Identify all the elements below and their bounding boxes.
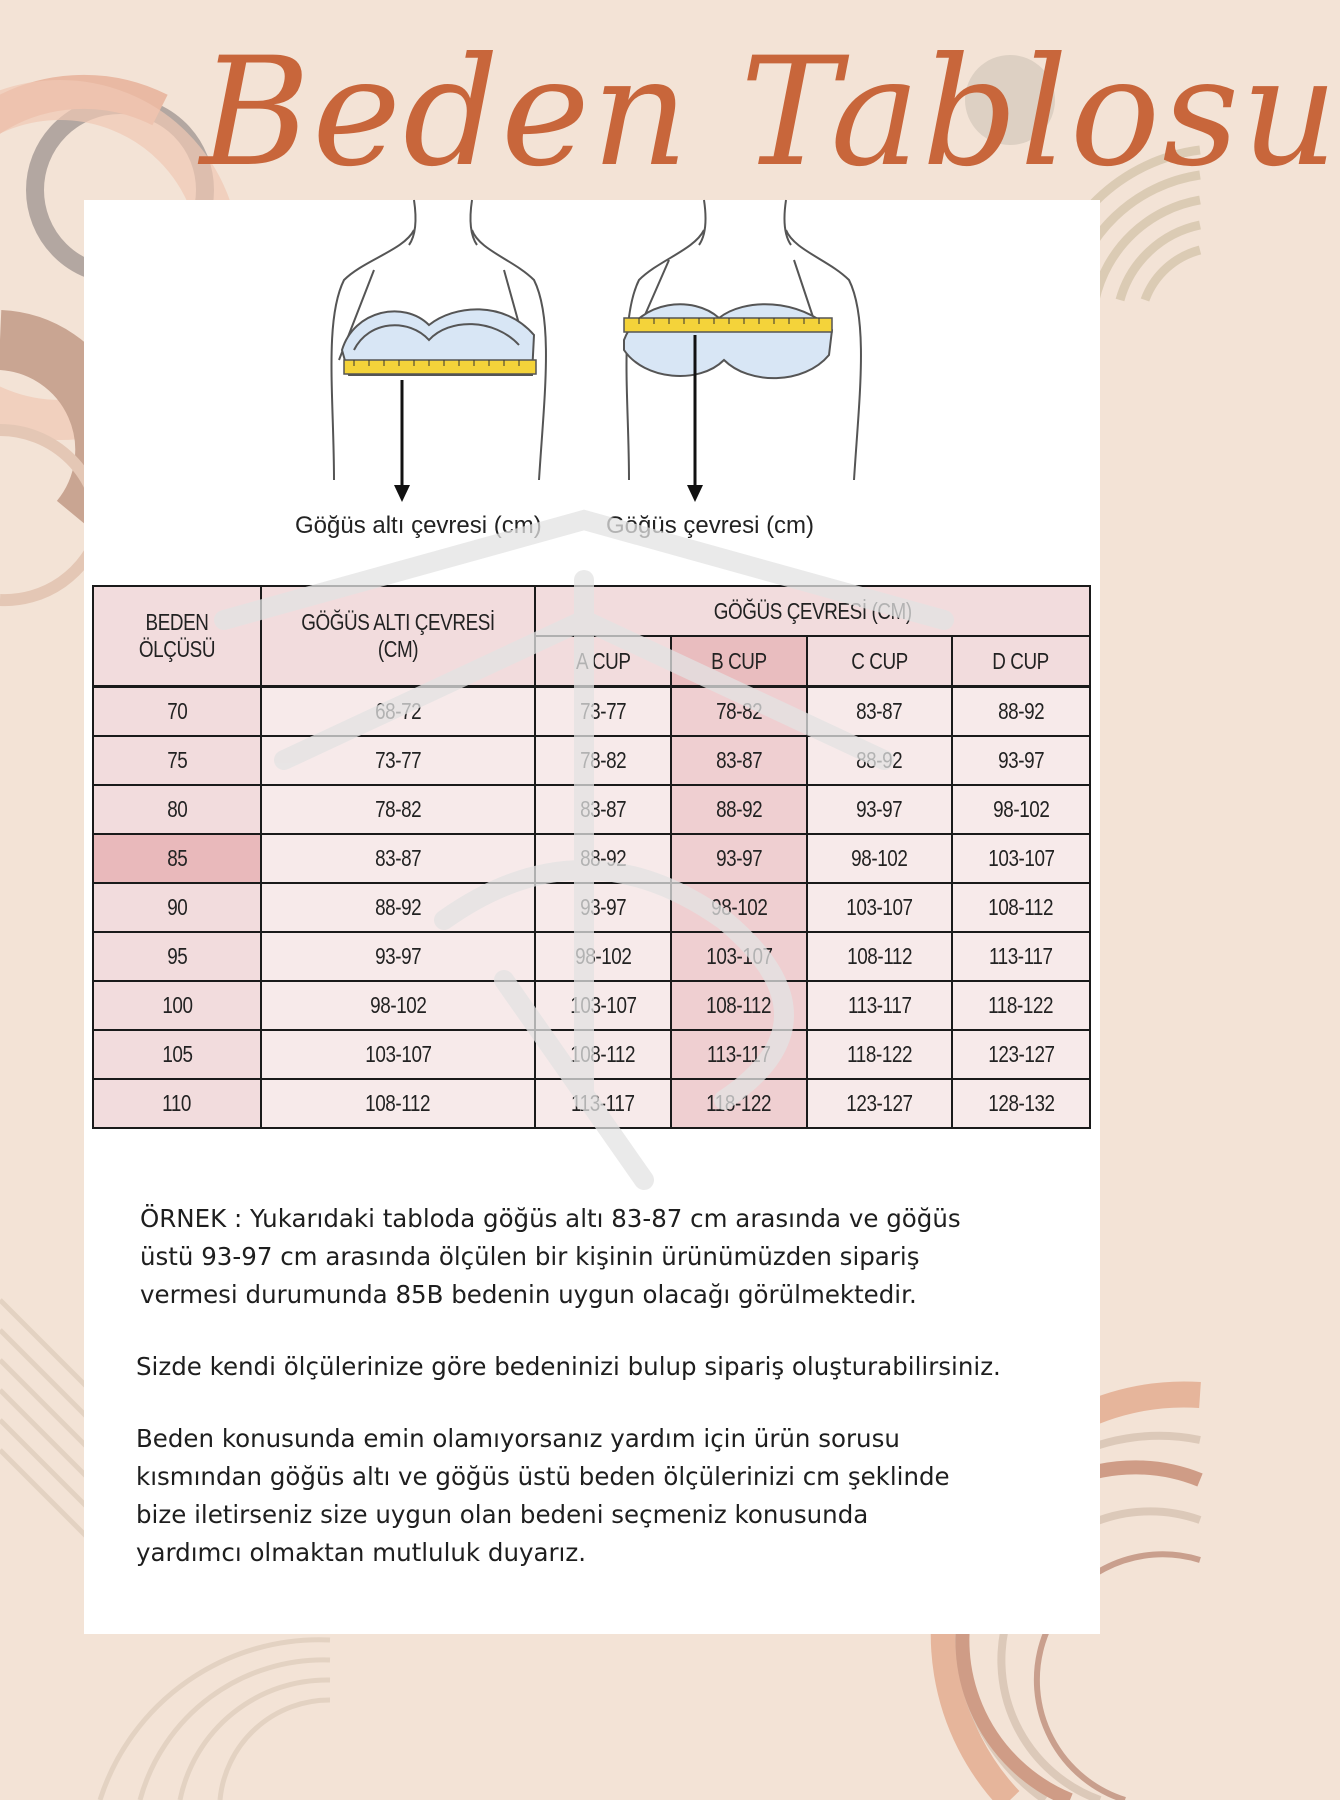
page-title: Beden Tablosu — [200, 26, 1340, 200]
table-row — [93, 932, 1090, 981]
bust-bra — [624, 304, 832, 378]
bust-tape — [624, 318, 832, 332]
cell-cup-c: 83-87 — [807, 687, 952, 737]
table-row — [93, 883, 1090, 932]
cell-cup-c: 118-122 — [807, 1030, 952, 1079]
cell-size: 90 — [93, 883, 261, 932]
underbust-label: Göğüs altı çevresi (cm) — [295, 512, 542, 539]
cell-cup-c: 88-92 — [807, 736, 952, 785]
cell-cup-b: 108-112 — [671, 981, 807, 1030]
cell-cup-d: 93-97 — [952, 736, 1090, 785]
table-row — [93, 834, 1090, 883]
cell-cup-a: 78-82 — [535, 736, 671, 785]
cell-cup-c: 93-97 — [807, 785, 952, 834]
cell-underbust: 78-82 — [261, 785, 535, 834]
cell-cup-a: 73-77 — [535, 687, 671, 737]
cell-cup-a: 108-112 — [535, 1030, 671, 1079]
notes — [136, 1200, 1066, 1572]
cell-size: 110 — [93, 1079, 261, 1128]
cell-underbust: 83-87 — [261, 834, 535, 883]
cell-cup-d: 103-107 — [952, 834, 1090, 883]
size-chart-card — [84, 200, 1100, 1634]
cell-cup-c: 103-107 — [807, 883, 952, 932]
cell-cup-b: 78-82 — [671, 687, 807, 737]
cell-cup-b: 98-102 — [671, 883, 807, 932]
cell-underbust: 103-107 — [261, 1030, 535, 1079]
cell-cup-d: 128-132 — [952, 1079, 1090, 1128]
cell-size: 75 — [93, 736, 261, 785]
cell-cup-d: 98-102 — [952, 785, 1090, 834]
cell-cup-b: 113-117 — [671, 1030, 807, 1079]
header-cup-a: A CUP — [535, 636, 671, 687]
table-row — [93, 981, 1090, 1030]
cell-cup-a: 93-97 — [535, 883, 671, 932]
header-cup-c: C CUP — [807, 636, 952, 687]
table-row — [93, 1079, 1090, 1128]
measurement-illustration — [84, 200, 1100, 570]
cell-cup-a: 88-92 — [535, 834, 671, 883]
header-cup-b: B CUP — [671, 636, 807, 687]
header-underbust: GÖĞÜS ALTI ÇEVRESİ (CM) — [261, 586, 535, 687]
cell-cup-b: 118-122 — [671, 1079, 807, 1128]
header-cup-d: D CUP — [952, 636, 1090, 687]
cell-size: 70 — [93, 687, 261, 737]
cell-underbust: 88-92 — [261, 883, 535, 932]
cell-underbust: 93-97 — [261, 932, 535, 981]
size-table — [92, 585, 1091, 1129]
cell-underbust: 68-72 — [261, 687, 535, 737]
cell-underbust: 98-102 — [261, 981, 535, 1030]
table-row — [93, 736, 1090, 785]
cell-cup-d: 88-92 — [952, 687, 1090, 737]
bust-label: Göğüs çevresi (cm) — [606, 512, 815, 539]
cell-cup-c: 98-102 — [807, 834, 952, 883]
underbust-tape — [344, 360, 536, 374]
cell-cup-c: 123-127 — [807, 1079, 952, 1128]
table-row — [93, 1030, 1090, 1079]
cell-cup-a: 83-87 — [535, 785, 671, 834]
cell-underbust: 73-77 — [261, 736, 535, 785]
cell-cup-c: 108-112 — [807, 932, 952, 981]
cell-cup-d: 123-127 — [952, 1030, 1090, 1079]
cell-cup-b: 103-107 — [671, 932, 807, 981]
cell-size: 80 — [93, 785, 261, 834]
cell-cup-a: 113-117 — [535, 1079, 671, 1128]
cell-cup-d: 118-122 — [952, 981, 1090, 1030]
cell-cup-b: 93-97 — [671, 834, 807, 883]
header-bust-group: GÖĞÜS ÇEVRESİ (CM) — [535, 586, 1090, 636]
header-size: BEDEN ÖLÇÜSÜ — [93, 586, 261, 687]
cell-underbust: 108-112 — [261, 1079, 535, 1128]
cell-cup-b: 88-92 — [671, 785, 807, 834]
help-note: Beden konusunda emin olamıyorsanız yardım için ürün sorusu kısmından göğüs altı ve göğüs üstü beden ölçülerinizi cm şeklinde bize iletirseniz size uygun olan bedeni seçmeniz konusunda yardımcı olmaktan mutluluk duyarız. — [136, 1424, 950, 1567]
cell-cup-d: 108-112 — [952, 883, 1090, 932]
cell-cup-d: 113-117 — [952, 932, 1090, 981]
example-note: ÖRNEK : Yukarıdaki tabloda göğüs altı 83-87 cm arasında ve göğüs üstü 93-97 cm arasında ölçülen bir kişinin ürünümüzden sipariş vermesi durumunda 85B bedenin uygun olacağı görülmektedir. — [140, 1204, 961, 1309]
cell-size: 95 — [93, 932, 261, 981]
table-row — [93, 785, 1090, 834]
cell-cup-c: 113-117 — [807, 981, 952, 1030]
cell-size: 100 — [93, 981, 261, 1030]
table-row — [93, 687, 1090, 737]
cell-cup-a: 98-102 — [535, 932, 671, 981]
cell-cup-a: 103-107 — [535, 981, 671, 1030]
cell-cup-b: 83-87 — [671, 736, 807, 785]
underbust-arrow — [394, 380, 410, 502]
cell-size: 105 — [93, 1030, 261, 1079]
cell-size: 85 — [93, 834, 261, 883]
find-size-note: Sizde kendi ölçülerinize göre bedeninizi bulup sipariş oluşturabilirsiniz. — [136, 1352, 1001, 1381]
